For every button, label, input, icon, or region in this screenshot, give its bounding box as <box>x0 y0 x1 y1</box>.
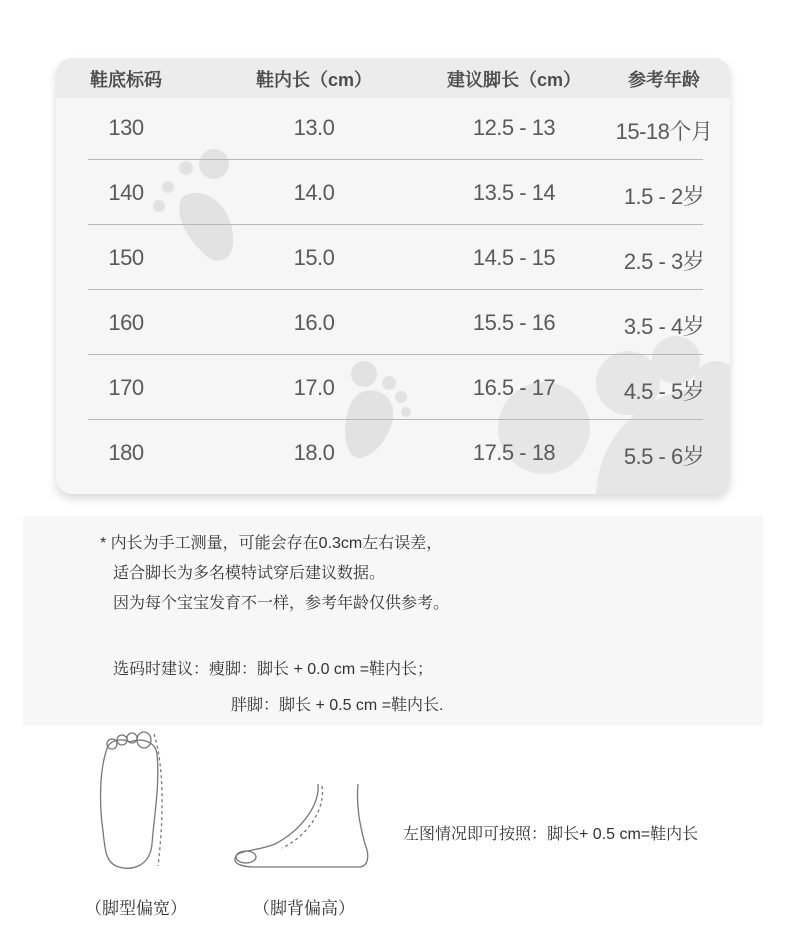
age: 4.5 - 5岁 <box>623 379 705 404</box>
note-fit-data: 适合脚长为多名模特试穿后建议数据。 <box>113 565 386 582</box>
age: 2.5 - 3岁 <box>623 249 705 274</box>
fitting-tip: 左图情况即可按照：脚长+ 0.5 cm=鞋内长 <box>403 826 699 843</box>
inner-length: 14.0 <box>293 180 335 205</box>
caption-high-instep: （脚背偏高） <box>253 899 355 918</box>
advice-thin-foot: 选码时建议：瘦脚：脚长 + 0.0 cm =鞋内长； <box>113 661 434 678</box>
table-row <box>56 225 730 290</box>
inner-length: 13.0 <box>293 115 335 140</box>
header-age: 参考年龄 <box>628 70 700 90</box>
caption-wide-foot: （脚型偏宽） <box>85 899 187 918</box>
sole-size: 130 <box>108 115 144 140</box>
foot-length: 14.5 - 15 <box>472 245 556 270</box>
sole-size: 160 <box>108 310 144 335</box>
notes-panel <box>23 516 763 726</box>
note-measurement-error: * 内长为手工测量，可能会存在0.3cm左右误差， <box>100 535 443 552</box>
age: 5.5 - 6岁 <box>623 444 705 469</box>
foot-length: 17.5 - 18 <box>472 440 556 465</box>
sole-size: 170 <box>108 375 144 400</box>
sole-size: 180 <box>108 440 144 465</box>
table-row <box>56 355 730 420</box>
foot-length: 12.5 - 13 <box>472 115 556 140</box>
advice-fat-foot: 胖脚：脚长 + 0.5 cm =鞋内长. <box>231 697 444 714</box>
foot-length: 15.5 - 16 <box>472 310 556 335</box>
foot-length: 16.5 - 17 <box>472 375 556 400</box>
table-row <box>56 420 730 485</box>
age: 3.5 - 4岁 <box>623 314 705 339</box>
high-instep-foot-icon <box>235 784 368 867</box>
foot-length: 13.5 - 14 <box>472 180 556 205</box>
age: 15-18个月 <box>615 119 713 144</box>
sole-size: 150 <box>108 245 144 270</box>
inner-length: 18.0 <box>293 440 335 465</box>
foot-illustrations <box>0 726 400 886</box>
inner-length: 16.0 <box>293 310 335 335</box>
header-sole-size: 鞋底标码 <box>90 70 162 90</box>
note-age-reference: 因为每个宝宝发育不一样，参考年龄仅供参考。 <box>113 595 450 612</box>
table-row <box>56 160 730 225</box>
table-row <box>56 290 730 355</box>
inner-length: 15.0 <box>293 245 335 270</box>
age: 1.5 - 2岁 <box>623 184 705 209</box>
table-row <box>56 95 730 160</box>
wide-foot-icon <box>101 732 163 868</box>
table-header <box>56 58 730 98</box>
header-foot-length: 建议脚长（cm） <box>446 70 581 90</box>
header-inner-length: 鞋内长（cm） <box>255 70 372 90</box>
size-table-card <box>56 58 730 494</box>
sole-size: 140 <box>108 180 144 205</box>
inner-length: 17.0 <box>293 375 335 400</box>
